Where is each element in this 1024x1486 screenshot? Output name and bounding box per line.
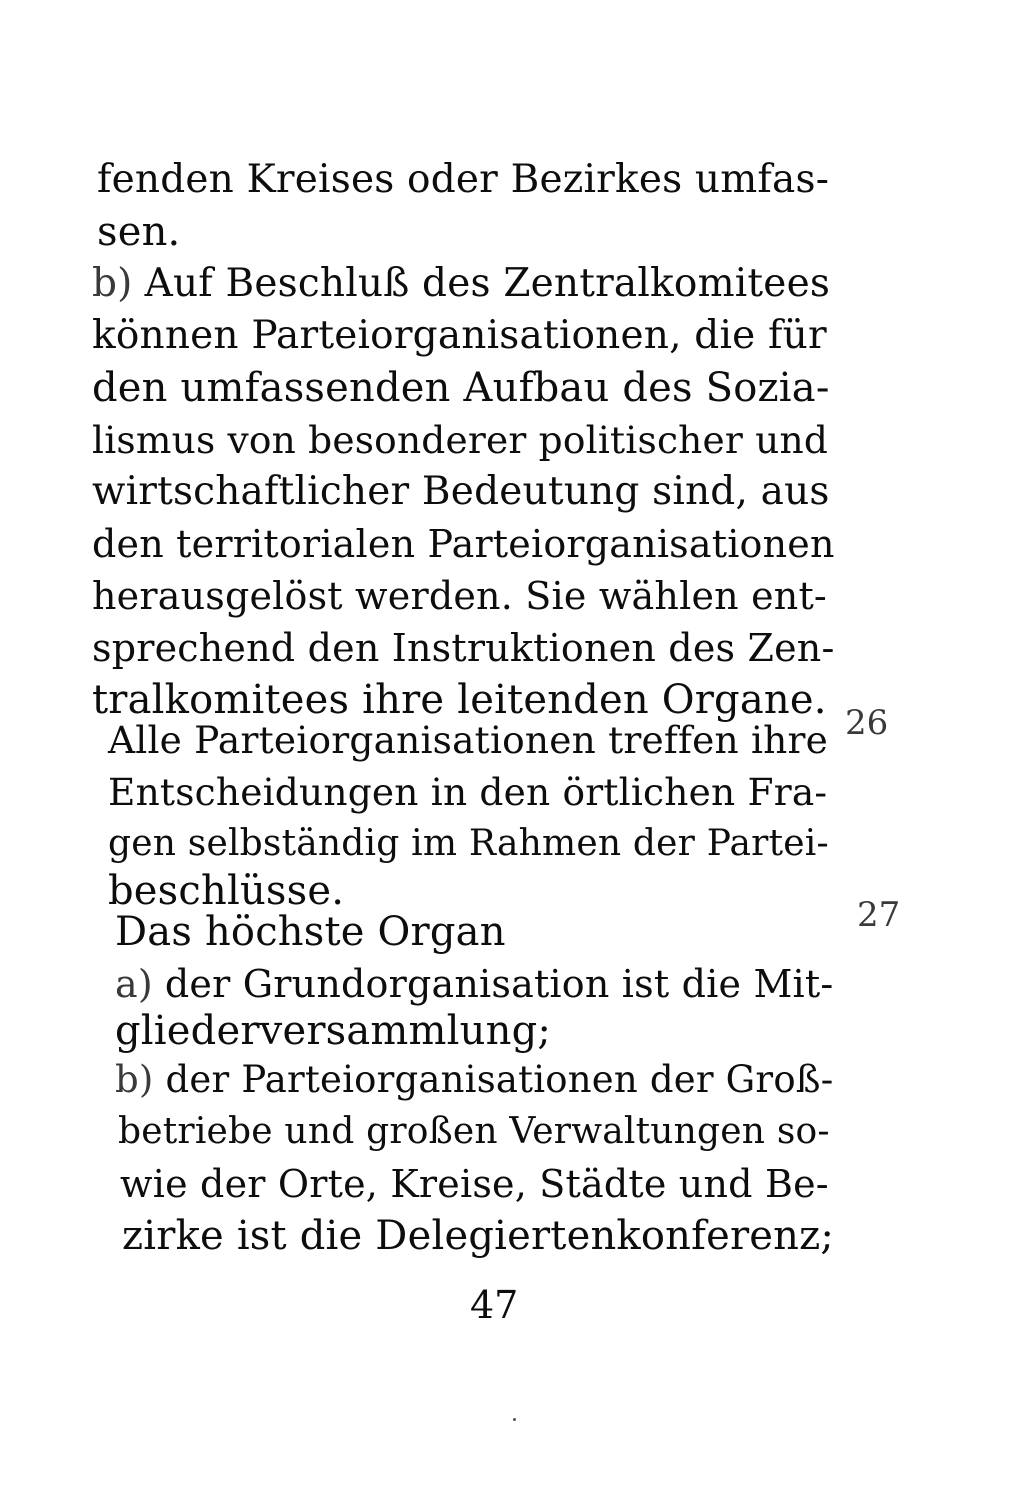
text-line — [115, 1055, 833, 1105]
text-line: gliederversammlung; — [115, 1008, 552, 1054]
text-fragment: der Parteiorganisationen der Groß- — [165, 1058, 834, 1101]
text-line: betriebe und großen Verwaltungen so- — [118, 1111, 830, 1152]
text-line: den territorialen Parteiorganisationen — [92, 522, 835, 566]
text-line — [92, 259, 830, 309]
margin-section-number: 26 — [845, 703, 889, 743]
text-line — [115, 959, 833, 1009]
text-line: beschlüsse. — [108, 868, 345, 914]
text-line: können Parteiorganisationen, die für — [92, 313, 827, 358]
text-line: fenden Kreises oder Bezirkes umfas- — [97, 157, 830, 202]
text-line: zirke ist die Delegiertenkonferenz; — [122, 1213, 835, 1259]
text-line: lismus von besonderer politischer und — [92, 418, 829, 462]
text-line: Entscheidungen in den örtlichen Fra- — [108, 770, 828, 814]
margin-section-number: 27 — [857, 895, 901, 935]
text-line: den umfassenden Aufbau des Sozia- — [92, 365, 830, 411]
page-number: 47 — [470, 1283, 519, 1327]
text-line: gen selbständig im Rahmen der Partei- — [108, 823, 829, 864]
text-line: herausgelöst werden. Sie wählen ent- — [92, 574, 827, 618]
text-line: Alle Parteiorganisationen treffen ihre — [108, 718, 829, 762]
text-line: wie der Orte, Kreise, Städte und Be- — [120, 1162, 829, 1206]
text-line: wirtschaftlicher Bedeutung sind, aus — [92, 469, 830, 514]
text-line: tralkomitees ihre leitenden Organe. — [92, 677, 827, 723]
text-fragment: der Grundorganisation ist die Mit- — [164, 962, 834, 1006]
text-line: sprechend den Instruktionen des Zen- — [92, 626, 835, 670]
list-marker-b: b) — [115, 1058, 154, 1101]
text-fragment: Auf Beschluß des Zentralkomitees — [144, 261, 831, 306]
list-marker-a: a) — [115, 962, 153, 1006]
list-marker-b: b) — [92, 261, 133, 306]
section-heading-line: Das höchste Organ — [115, 909, 506, 955]
scan-speck — [513, 1418, 516, 1421]
text-line: sen. — [97, 209, 181, 255]
